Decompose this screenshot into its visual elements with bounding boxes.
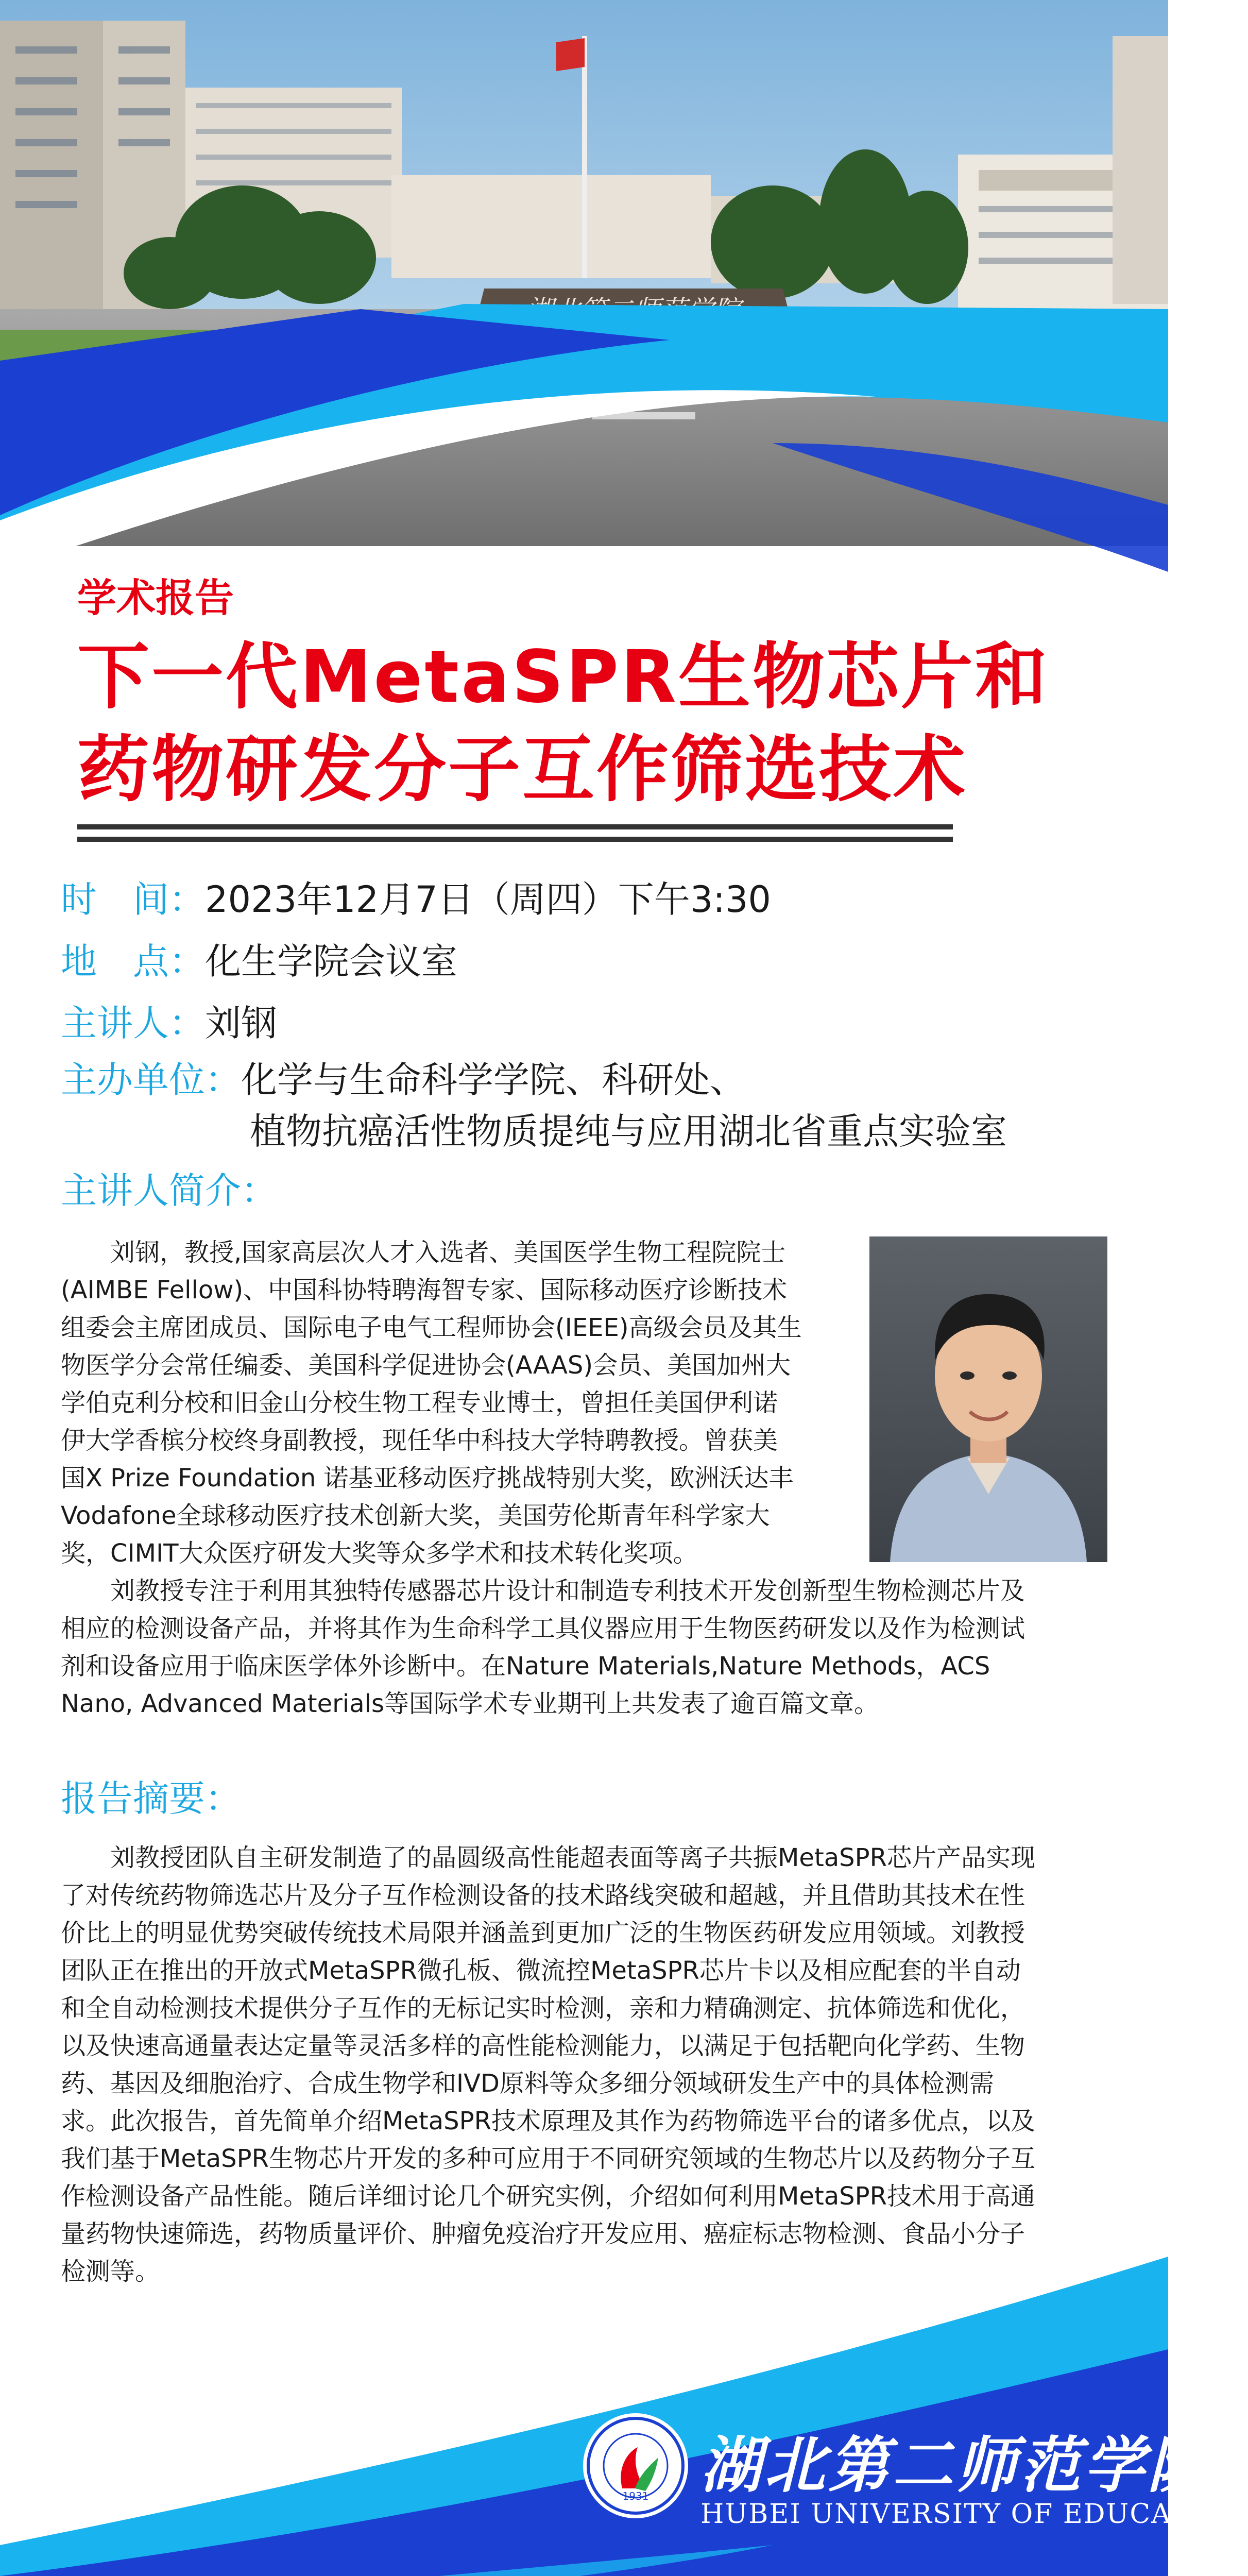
- bio-line: (AIMBE Fellow)、中国科协特聘海智专家、国际移动医疗诊断技术: [61, 1276, 788, 1304]
- place-label: 地 点：: [61, 940, 205, 982]
- university-logo-cn: 湖北第二师范学院: [700, 2429, 1212, 2501]
- bio-line: 刘钢，教授,国家高层次人才入选者、美国医学生物工程院院士: [61, 1238, 786, 1267]
- emblem-year: 1931: [622, 2490, 649, 2502]
- abstract-line: 和全自动检测技术提供分子互作的无标记实时检测，亲和力精确测定、抗体筛选和优化，: [61, 1994, 1025, 2023]
- abstract-heading: 报告摘要：: [61, 1777, 241, 1820]
- host-label: 主办单位：: [61, 1059, 241, 1101]
- title-line-1: 下一代MetaSPR生物芯片和: [77, 635, 1049, 719]
- abstract-line: 检测等。: [61, 2257, 160, 2286]
- title-divider-bottom: [77, 837, 953, 842]
- abstract-line: 团队正在推出的开放式MetaSPR微孔板、微流控MetaSPR芯片卡以及相应配套的半自动: [61, 1956, 1021, 1985]
- report-tag: 学术报告: [77, 575, 234, 621]
- time-row: [61, 871, 771, 923]
- abstract-line: 刘教授团队自主研发制造了的晶圆级高性能超表面等离子共振MetaSPR芯片产品实现: [61, 1843, 1035, 1872]
- host-row-2: [250, 1103, 1007, 1155]
- bio-line: 学伯克利分校和旧金山分校生物工程专业博士，曾担任美国伊利诺: [61, 1388, 778, 1417]
- bio-line: 奖，CIMIT大众医疗研发大奖等众多学术和技术转化奖项。: [61, 1539, 698, 1568]
- bio-line: 国X Prize Foundation 诺基亚移动医疗挑战特别大奖，欧洲沃达丰: [61, 1464, 794, 1493]
- bio-heading: 主讲人简介：: [61, 1170, 277, 1212]
- speaker-row: [61, 994, 277, 1046]
- abstract-line: 价比上的明显优势突破传统技术局限并涵盖到更加广泛的生物医药研发应用领域。刘教授: [61, 1919, 1025, 1947]
- bio-line: 物医学分会常任编委、美国科学促进协会(AAAS)会员、美国加州大: [61, 1351, 791, 1380]
- abstract-line: 药、基因及细胞治疗、合成生物学和IVD原料等众多细分领域研发生产中的具体检测需: [61, 2069, 994, 2098]
- bio-paragraph-2: [61, 1572, 1107, 1723]
- top-blue-sweep: [0, 0, 1168, 572]
- bio-line: 伊大学香槟分校终身副教授，现任华中科技大学特聘教授。曾获美: [61, 1426, 778, 1455]
- bio-paragraph-1: [61, 1234, 859, 1572]
- abstract-paragraph: [61, 1839, 1107, 2291]
- university-logo-en: HUBEI UNIVERSITY OF EDUCATION: [700, 2499, 1248, 2530]
- place-value: 化生学院会议室: [205, 940, 457, 982]
- portrait-image: [869, 1236, 1107, 1562]
- speaker-value: 刘钢: [205, 1002, 277, 1044]
- page-title: [77, 631, 1107, 817]
- host-value-2: 植物抗癌活性物质提纯与应用湖北省重点实验室: [250, 1110, 1007, 1153]
- title-line-2: 药物研发分子互作筛选技术: [77, 728, 968, 812]
- abstract-line: 量药物快速筛选，药物质量评价、肿瘤免疫治疗开发应用、癌症标志物检测、食品小分子: [61, 2219, 1025, 2248]
- time-label: 时 间：: [61, 878, 205, 921]
- abstract-line: 我们基于MetaSPR生物芯片开发的多种可应用于不同研究领域的生物芯片以及药物分子互: [61, 2144, 1035, 2173]
- abstract-line: 作检测设备产品性能。随后详细讨论几个研究实例，介绍如何利用MetaSPR技术用于高通: [61, 2182, 1035, 2211]
- place-row: [61, 933, 457, 985]
- abstract-line: 了对传统药物筛选芯片及分子互作检测设备的技术路线突破和超越，并且借助其技术在性: [61, 1881, 1025, 1910]
- title-divider-top: [77, 824, 953, 829]
- abstract-line: 以及快速高通量表达定量等灵活多样的高性能检测能力，以满足于包括靶向化学药、生物: [61, 2031, 1025, 2060]
- host-value-1: 化学与生命科学学院、科研处、: [241, 1059, 746, 1101]
- bio-line: 剂和设备应用于临床医学体外诊断中。在Nature Materials,Nature Methods，ACS: [61, 1652, 990, 1681]
- speaker-label: 主讲人：: [61, 1002, 205, 1044]
- abstract-line: 求。此次报告，首先简单介绍MetaSPR技术原理及其作为药物筛选平台的诸多优点，以及: [61, 2107, 1035, 2136]
- bio-line: 刘教授专注于利用其独特传感器芯片设计和制造专利技术开发创新型生物检测芯片及: [61, 1577, 1025, 1605]
- bio-line: 相应的检测设备产品，并将其作为生命科学工具仪器应用于生物医药研发以及作为检测试: [61, 1614, 1025, 1643]
- university-emblem-icon: [581, 2411, 690, 2520]
- bio-line: 组委会主席团成员、国际电子电气工程师协会(IEEE)高级会员及其生: [61, 1313, 802, 1342]
- bio-line: Nano, Advanced Materials等国际学术专业期刊上共发表了逾百篇文章。: [61, 1689, 879, 1718]
- bio-line: Vodafone全球移动医疗技术创新大奖，美国劳伦斯青年科学家大: [61, 1501, 770, 1530]
- time-value: 2023年12月7日（周四）下午3:30: [205, 878, 771, 921]
- speaker-portrait: [869, 1236, 1107, 1562]
- host-row: [61, 1051, 746, 1103]
